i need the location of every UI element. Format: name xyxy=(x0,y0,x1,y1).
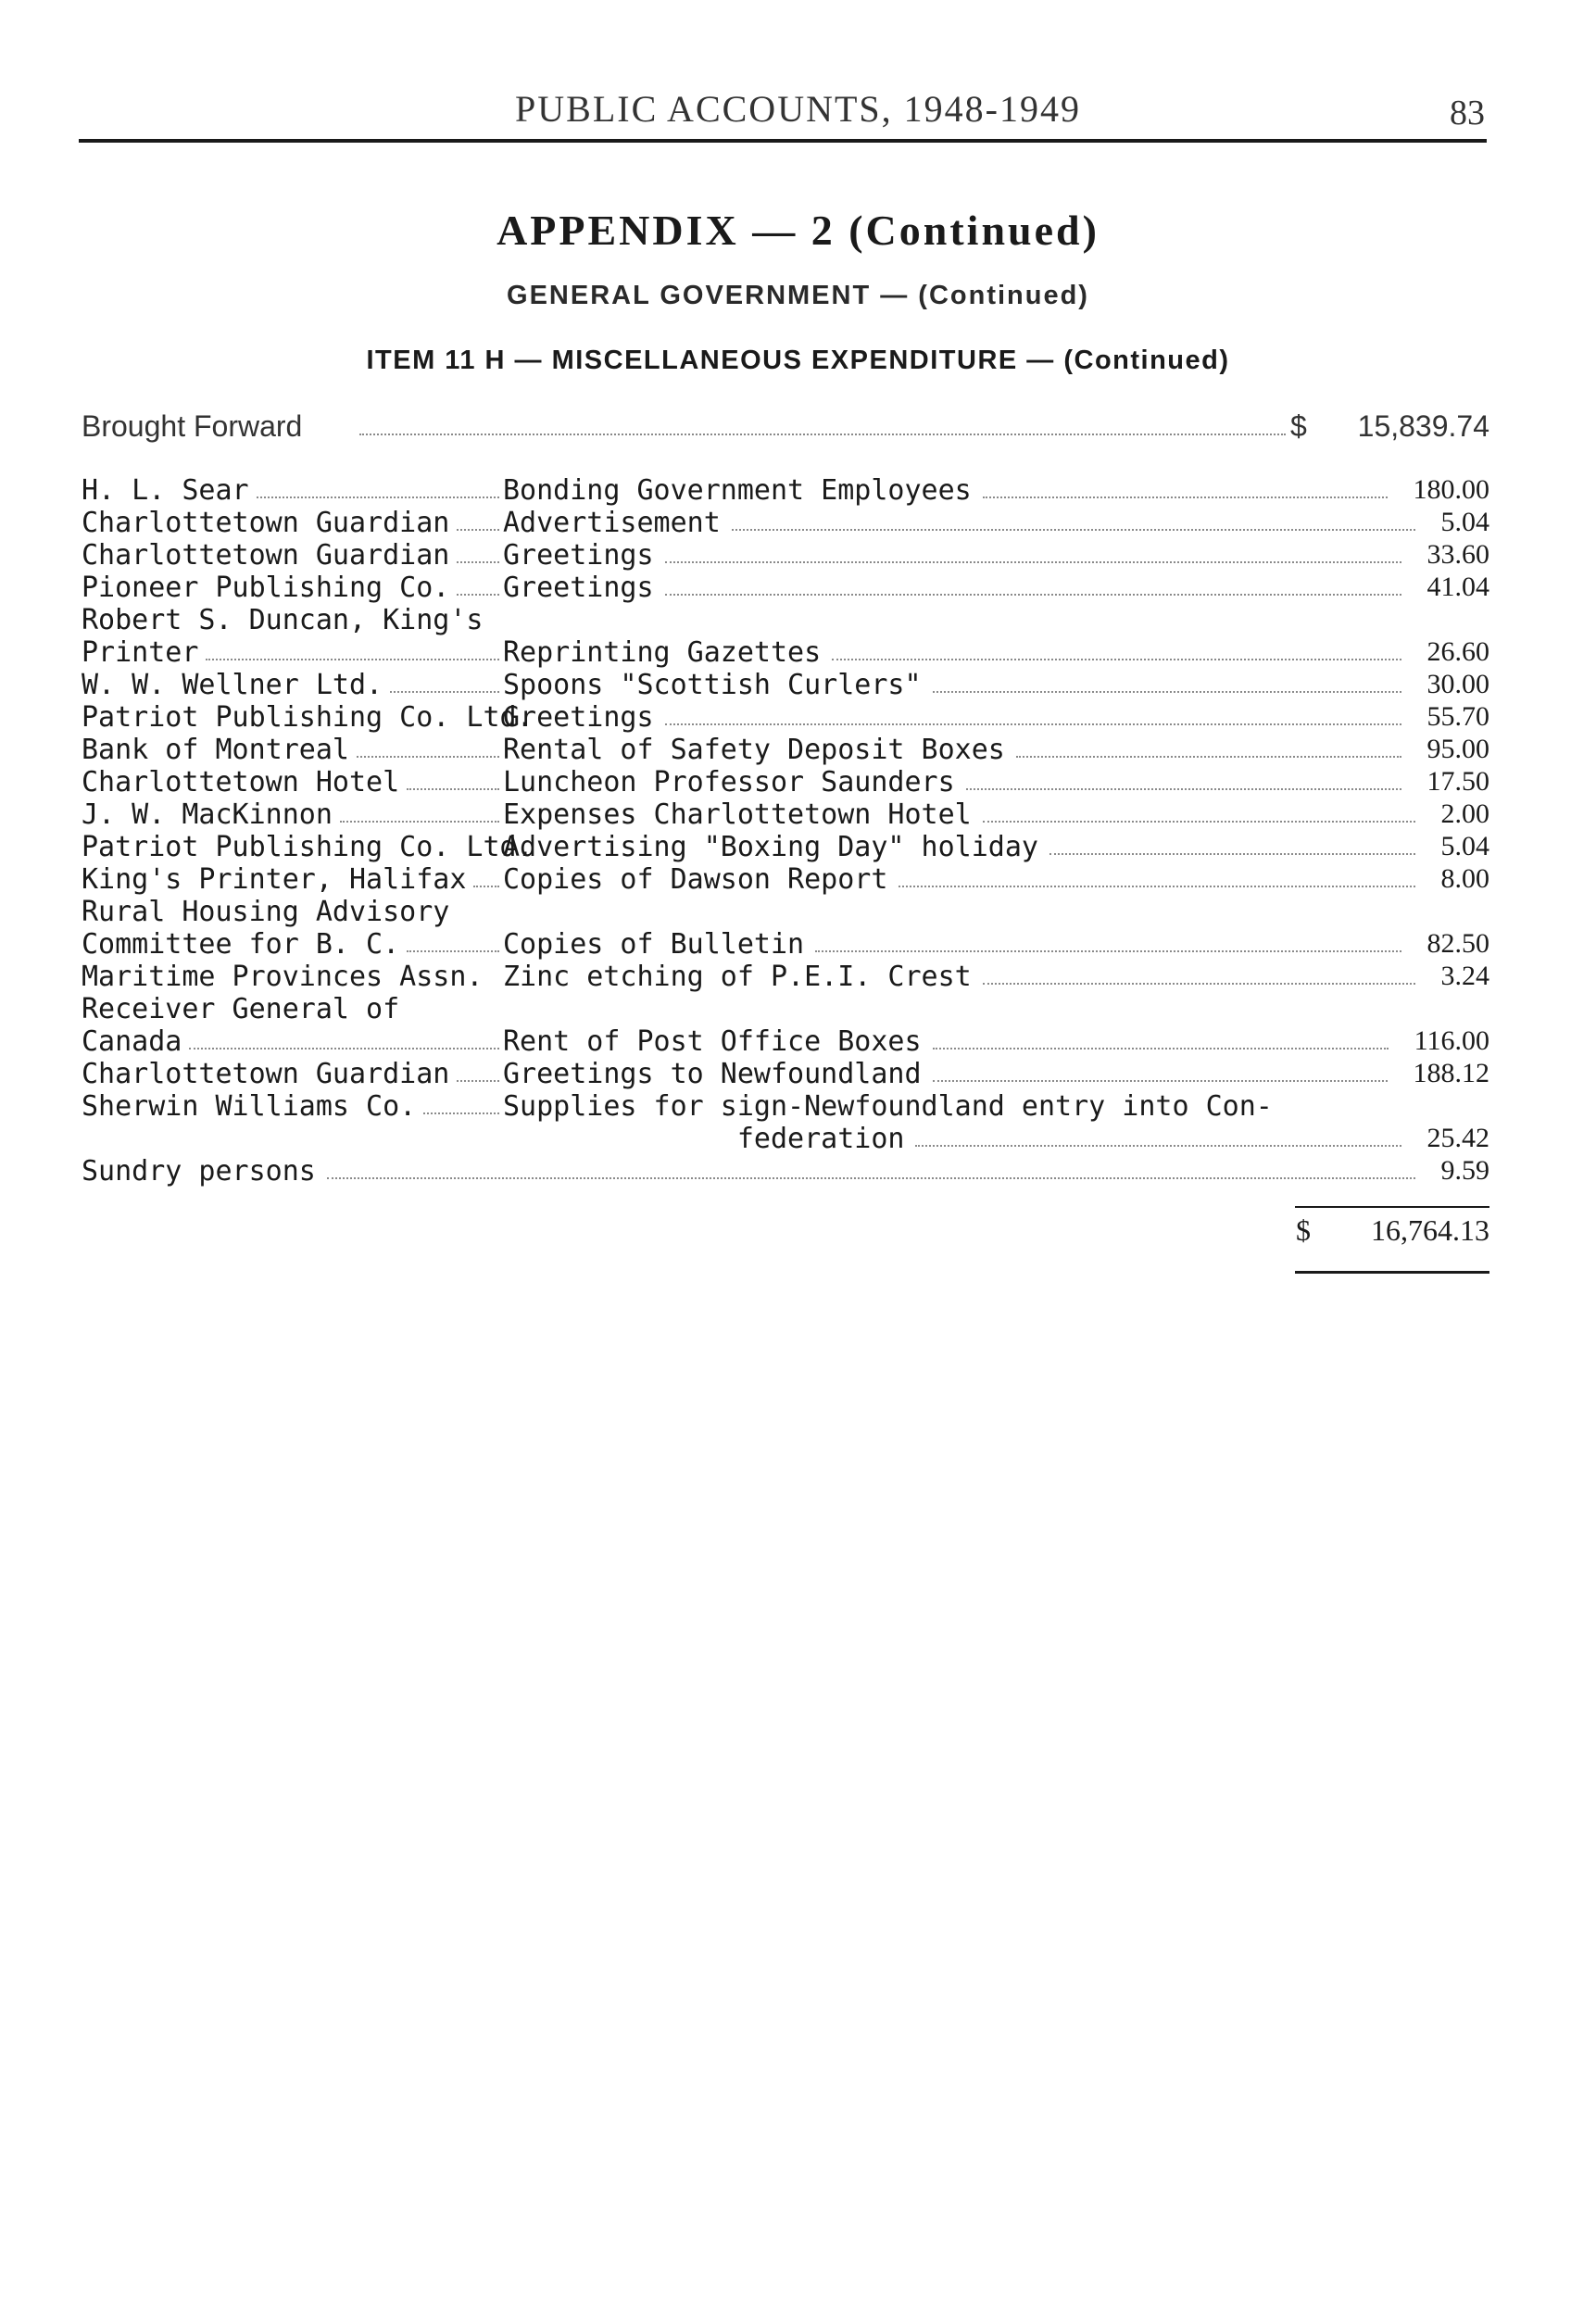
description: Reprinting Gazettes xyxy=(503,636,822,669)
ledger-row xyxy=(82,669,1489,701)
leader-dots xyxy=(457,1080,499,1082)
ledger-row xyxy=(82,734,1489,766)
ledger-row xyxy=(82,1123,1489,1155)
currency-symbol: $ xyxy=(1290,409,1307,443)
running-head xyxy=(0,82,1596,137)
description: Greetings to Newfoundland xyxy=(503,1058,922,1090)
amount: 25.42 xyxy=(1426,1123,1489,1153)
amount: 33.60 xyxy=(1426,539,1489,570)
description: Supplies for sign-Newfoundland entry into Con- xyxy=(503,1090,1273,1123)
ledger-row xyxy=(82,928,1489,961)
payee: Patriot Publishing Co. Ltd. xyxy=(82,701,534,734)
amount: 3.24 xyxy=(1440,961,1489,991)
payee: Patriot Publishing Co. Ltd. xyxy=(82,831,534,863)
description: Copies of Bulletin xyxy=(503,928,805,961)
expenditure-ledger xyxy=(82,474,1489,1188)
running-title: PUBLIC ACCOUNTS, 1948-1949 xyxy=(515,88,1081,130)
description: Greetings xyxy=(503,572,654,604)
payee: Robert S. Duncan, King's xyxy=(82,604,484,636)
leader-dots xyxy=(665,594,1401,596)
payee: Pioneer Publishing Co. xyxy=(82,572,450,604)
payee: Charlottetown Guardian xyxy=(82,539,450,572)
leader-dots xyxy=(1049,853,1415,855)
amount: 180.00 xyxy=(1413,474,1489,505)
amount: 9.59 xyxy=(1440,1155,1489,1186)
leader-dots xyxy=(933,1080,1388,1082)
description: Zinc etching of P.E.I. Crest xyxy=(503,961,972,993)
leader-dots xyxy=(407,950,499,952)
description: Expenses Charlottetown Hotel xyxy=(503,798,972,831)
total-rule-bottom xyxy=(1295,1271,1489,1274)
description: Advertisement xyxy=(503,507,721,539)
amount: 82.50 xyxy=(1426,928,1489,959)
total-row xyxy=(1292,1213,1489,1251)
payee: Rural Housing Advisory xyxy=(82,896,450,928)
amount: 5.04 xyxy=(1440,507,1489,537)
ledger-row xyxy=(82,961,1489,993)
section-heading: GENERAL GOVERNMENT — (Continued) xyxy=(507,281,1089,310)
payee: Printer xyxy=(82,636,199,669)
ledger-row xyxy=(82,863,1489,896)
ledger-row xyxy=(82,798,1489,831)
item-heading: ITEM 11 H — MISCELLANEOUS EXPENDITURE — (Continued) xyxy=(366,346,1230,375)
leader-dots xyxy=(457,561,499,563)
amount: 30.00 xyxy=(1426,669,1489,699)
payee: Bank of Montreal xyxy=(82,734,349,766)
leader-dots xyxy=(407,788,499,790)
leader-dots xyxy=(815,950,1401,952)
leader-dots xyxy=(983,821,1415,823)
description: Rental of Safety Deposit Boxes xyxy=(503,734,1005,766)
description: Bonding Government Employees xyxy=(503,474,972,507)
description: Copies of Dawson Report xyxy=(503,863,888,896)
leader-dots xyxy=(665,561,1401,563)
payee: Sundry persons xyxy=(82,1155,316,1188)
leader-dots xyxy=(340,821,499,823)
description: Greetings xyxy=(503,701,654,734)
leader-dots xyxy=(390,691,499,693)
ledger-row xyxy=(82,896,1489,928)
brought-forward-amount: 15,839.74 xyxy=(1357,409,1489,443)
leader-dots xyxy=(933,1048,1389,1049)
ledger-row xyxy=(82,1155,1489,1188)
payee: Charlottetown Hotel xyxy=(82,766,400,798)
appendix-heading: APPENDIX — 2 (Continued) xyxy=(496,207,1100,254)
leader-dots xyxy=(832,659,1401,660)
payee: Charlottetown Guardian xyxy=(82,1058,450,1090)
description: Greetings xyxy=(503,539,654,572)
payee: W. W. Wellner Ltd. xyxy=(82,669,383,701)
ledger-row xyxy=(82,766,1489,798)
leader-dots xyxy=(933,691,1401,693)
ledger-row xyxy=(82,1090,1489,1123)
leader-dots xyxy=(457,529,499,531)
ledger-row xyxy=(82,539,1489,572)
leader-dots xyxy=(915,1145,1401,1147)
amount: 41.04 xyxy=(1426,572,1489,602)
ledger-row xyxy=(82,701,1489,734)
ledger-row xyxy=(82,993,1489,1025)
amount: 2.00 xyxy=(1440,798,1489,829)
payee: Receiver General of xyxy=(82,993,400,1025)
leader-dots xyxy=(1016,756,1401,758)
description: Advertising "Boxing Day" holiday xyxy=(503,831,1038,863)
description: Spoons "Scottish Curlers" xyxy=(503,669,922,701)
amount: 55.70 xyxy=(1426,701,1489,732)
payee: J. W. MacKinnon xyxy=(82,798,333,831)
amount: 8.00 xyxy=(1440,863,1489,894)
leader-dots xyxy=(189,1048,499,1049)
brought-forward-label: Brought Forward xyxy=(82,409,308,444)
ledger-row xyxy=(82,507,1489,539)
leader-dots xyxy=(423,1112,499,1114)
leader-dots xyxy=(983,496,1388,498)
ledger-row xyxy=(82,572,1489,604)
currency-symbol: $ xyxy=(1296,1213,1311,1247)
description: federation xyxy=(503,1123,905,1155)
leader-dots xyxy=(359,434,1286,435)
leader-dots xyxy=(899,886,1414,887)
leader-dots xyxy=(665,723,1401,725)
amount: 116.00 xyxy=(1414,1025,1489,1056)
payee: Sherwin Williams Co. xyxy=(82,1090,417,1123)
payee: Canada xyxy=(82,1025,182,1058)
total-amount: 16,764.13 xyxy=(1371,1213,1489,1247)
amount: 95.00 xyxy=(1426,734,1489,764)
amount: 5.04 xyxy=(1440,831,1489,861)
description: Rent of Post Office Boxes xyxy=(503,1025,922,1058)
ledger-row xyxy=(82,1058,1489,1090)
amount: 26.60 xyxy=(1426,636,1489,667)
total-rule-top xyxy=(1295,1206,1489,1208)
leader-dots xyxy=(473,886,499,887)
leader-dots xyxy=(983,983,1415,985)
payee: Committee for B. C. xyxy=(82,928,400,961)
leader-dots xyxy=(327,1177,1415,1179)
leader-dots xyxy=(206,659,499,660)
amount: 17.50 xyxy=(1426,766,1489,797)
leader-dots xyxy=(257,496,499,498)
payee: Charlottetown Guardian xyxy=(82,507,450,539)
payee: H. L. Sear xyxy=(82,474,249,507)
description: Luncheon Professor Saunders xyxy=(503,766,955,798)
ledger-row xyxy=(82,636,1489,669)
payee: King's Printer, Halifax xyxy=(82,863,467,896)
leader-dots xyxy=(357,756,499,758)
payee: Maritime Provinces Assn. xyxy=(82,961,484,993)
leader-dots xyxy=(966,788,1401,790)
leader-dots xyxy=(732,529,1415,531)
leader-dots xyxy=(457,594,499,596)
ledger-row xyxy=(82,831,1489,863)
ledger-row xyxy=(82,474,1489,507)
ledger-row xyxy=(82,1025,1489,1058)
header-rule xyxy=(79,139,1487,143)
ledger-row xyxy=(82,604,1489,636)
amount: 188.12 xyxy=(1413,1058,1489,1088)
page-number: 83 xyxy=(1450,94,1485,132)
brought-forward-row xyxy=(82,409,1489,446)
